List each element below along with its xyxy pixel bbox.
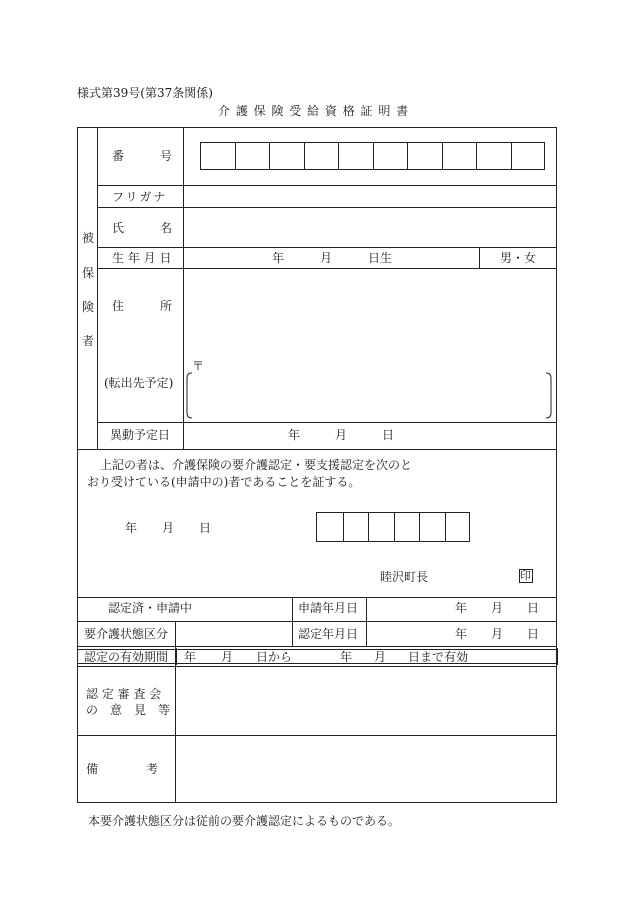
cert-date-label: 認定年月日 [298, 627, 359, 641]
number-digit-box[interactable] [373, 143, 408, 169]
cert-digit-box[interactable] [419, 513, 446, 541]
certification-text-line2: おり受けている(申請中の)者であることを証する。 [87, 475, 361, 489]
number-digit-box[interactable] [201, 143, 236, 169]
name-field[interactable] [185, 209, 555, 246]
form-number: 様式第39号(第37条関係) [77, 86, 213, 100]
document-title: 介 護 保 険 受 給 資 格 証 明 書 [218, 104, 410, 118]
cert-date-day-unit: 日 [527, 627, 540, 641]
certification-text-line1: 上記の者は、介護保険の要介護認定・要支援認定を次のと [100, 458, 413, 472]
number-label: 番 号 [112, 149, 173, 163]
number-digit-box[interactable] [407, 143, 443, 169]
cert-digit-box[interactable] [394, 513, 420, 541]
move-destination-label: (転出先予定) [104, 376, 174, 390]
insured-side-label-3: 険 [82, 300, 95, 314]
number-digit-box[interactable] [269, 143, 305, 169]
insured-side-label-2: 保 [82, 266, 95, 280]
review-label-line2: の 意 見 等 [86, 703, 171, 717]
furigana-field[interactable] [185, 187, 555, 206]
birth-label: 生 年 月 日 [112, 251, 172, 265]
change-date-label: 異動予定日 [110, 428, 171, 442]
address-field[interactable] [185, 270, 555, 355]
cert-digit-box[interactable] [368, 513, 395, 541]
validity-to-month: 月 [374, 650, 387, 664]
number-digit-box[interactable] [304, 143, 339, 169]
validity-from-year: 年 [184, 650, 197, 664]
care-level-field[interactable] [177, 623, 290, 644]
issuer-name: 睦沢町長 [380, 570, 429, 584]
cert-date-month-unit: 月 [491, 627, 504, 641]
seal-label: 印 [520, 569, 531, 582]
move-destination-field[interactable] [186, 372, 552, 420]
number-digit-box[interactable] [338, 143, 374, 169]
review-opinion-field[interactable] [177, 669, 555, 733]
remarks-field[interactable] [177, 737, 555, 801]
apply-year-unit: 年 [455, 601, 468, 615]
sex-option[interactable]: 男・女 [500, 251, 537, 265]
cert-year-unit: 年 [125, 521, 138, 535]
name-label: 氏 名 [112, 221, 173, 235]
validity-from-day: 日から [256, 650, 293, 664]
cert-digit-box[interactable] [343, 513, 369, 541]
cert-date-year-unit: 年 [455, 627, 468, 641]
care-level-label: 要介護状態区分 [84, 627, 169, 641]
number-digit-box[interactable] [235, 143, 270, 169]
change-month-unit: 月 [335, 428, 348, 442]
apply-date-label: 申請年月日 [298, 601, 359, 615]
validity-label: 認定の有効期間 [84, 650, 169, 664]
birth-day-unit: 日生 [368, 251, 393, 265]
address-label: 住 所 [112, 299, 173, 313]
insured-side-label-1: 被 [82, 231, 95, 245]
footnote: 本要介護状態区分は従前の要介護認定によるものである。 [88, 814, 401, 828]
birth-month-unit: 月 [320, 251, 333, 265]
apply-day-unit: 日 [527, 601, 540, 615]
insured-number-boxes[interactable] [200, 142, 545, 170]
certification-number-boxes[interactable] [316, 512, 470, 542]
validity-from-month: 月 [221, 650, 234, 664]
postal-mark: 〒 [192, 359, 205, 373]
review-label-line1: 認 定 審 査 会 [86, 687, 162, 701]
cert-day-unit: 日 [199, 521, 212, 535]
change-year-unit: 年 [288, 428, 301, 442]
cert-month-unit: 月 [162, 521, 175, 535]
insured-side-label-4: 者 [82, 334, 95, 348]
change-day-unit: 日 [382, 428, 395, 442]
birth-year-unit: 年 [272, 251, 285, 265]
furigana-label: フリガナ [112, 190, 168, 204]
status-label: 認定済・申請中 [108, 601, 193, 615]
number-digit-box[interactable] [442, 143, 477, 169]
cert-digit-box[interactable] [317, 513, 344, 541]
remarks-label: 備 考 [86, 762, 159, 776]
validity-to-day: 日まで有効 [408, 650, 469, 664]
number-digit-box[interactable] [476, 143, 512, 169]
validity-to-year: 年 [340, 650, 353, 664]
apply-month-unit: 月 [491, 601, 504, 615]
